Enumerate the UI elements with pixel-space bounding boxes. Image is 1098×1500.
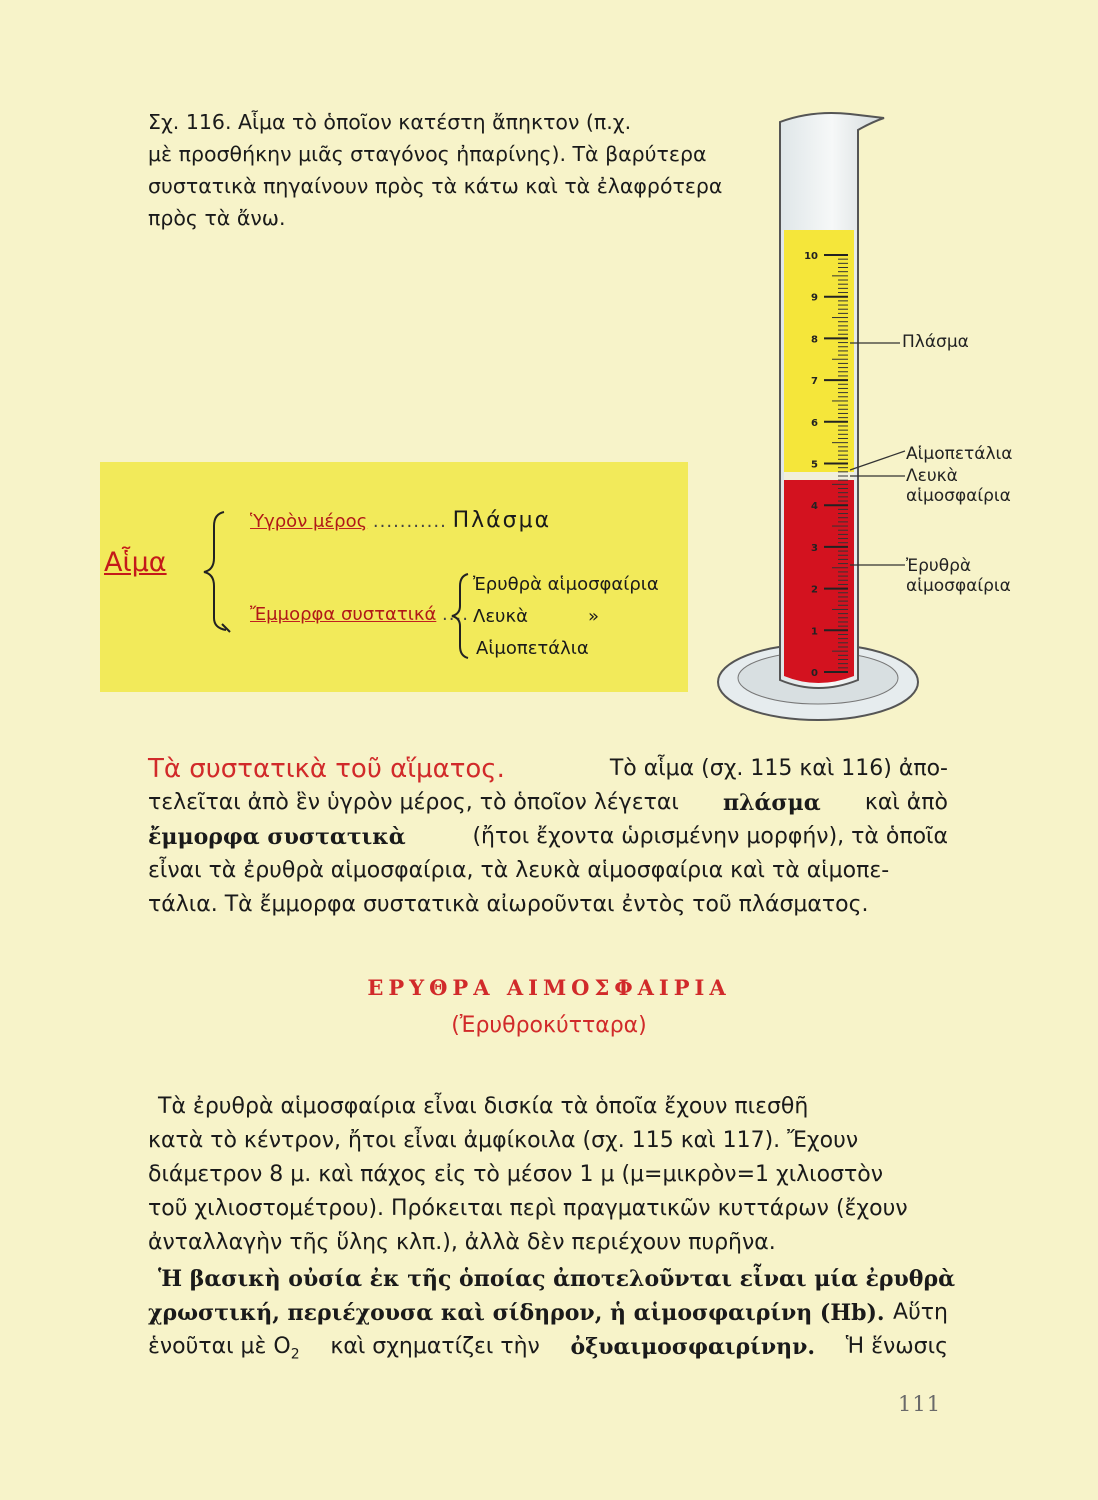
schema-root-label: Αἷμα bbox=[104, 547, 167, 578]
scale-label: 10 bbox=[804, 251, 818, 262]
ditto-mark: » bbox=[588, 606, 600, 627]
text-span: καὶ σχηματίζει τὴν bbox=[330, 1334, 540, 1359]
text-span: Ἡ ἕνωσις bbox=[845, 1334, 948, 1359]
scale-label: 4 bbox=[811, 501, 818, 513]
text-span: εἶναι τὰ ἐρυθρὰ αἱμοσφαίρια, τὰ λευκὰ αἱμοσφαίρια καὶ τὰ αἱμοπε- bbox=[148, 858, 890, 883]
red-cells-layer bbox=[784, 480, 854, 683]
text-line bbox=[148, 1124, 948, 1158]
formed-elements-label: Ἔμμορφα συστατικά bbox=[250, 604, 437, 625]
leader-dots: .... bbox=[442, 604, 469, 625]
text-line bbox=[148, 1158, 948, 1192]
graduated-cylinder-illustration bbox=[700, 100, 940, 740]
text-span: Αὕτη bbox=[893, 1300, 948, 1325]
scale-label: 0 bbox=[811, 668, 818, 679]
scale-label: 7 bbox=[811, 376, 818, 388]
scale-label: 2 bbox=[811, 584, 818, 596]
paragraph-red-cells bbox=[148, 1090, 948, 1260]
text-line bbox=[148, 1330, 948, 1371]
cylinder-label-red-1: Ἐρυθρὰ bbox=[906, 556, 972, 576]
schema-formed-row bbox=[250, 604, 469, 625]
subscript: 2 bbox=[290, 1346, 300, 1363]
schema-item-red-cells: Ἐρυθρὰ αἱμοσφαίρια bbox=[473, 574, 659, 595]
scale-label: 6 bbox=[811, 417, 818, 429]
section-title: ΕΡΥΘΡΑ ΑΙΜΟΣΦΑΙΡΙΑ bbox=[367, 975, 731, 1000]
schema-item-white-cells: Λευκὰ bbox=[473, 606, 528, 627]
text-line bbox=[148, 820, 948, 854]
paragraph-hemoglobin bbox=[148, 1262, 956, 1371]
text-line bbox=[148, 786, 948, 820]
caption-line: πρὸς τὰ ἄνω. bbox=[148, 206, 286, 230]
text-span: (ἤτοι ἔχοντα ὡρισμένην μορφήν), τὰ ὁποῖα bbox=[472, 824, 948, 849]
text-span: τάλια. Τὰ ἔμμορφα συστατικὰ αἰωροῦνται ἐντὸς τοῦ πλάσματος. bbox=[148, 892, 869, 917]
schema-brace-small bbox=[446, 568, 476, 664]
text-line bbox=[148, 1262, 956, 1296]
term-formed-elements: ἔμμορφα συστατικὰ bbox=[148, 824, 406, 850]
schema-item-platelets: Αἱμοπετάλια bbox=[476, 638, 589, 659]
text-line bbox=[148, 1090, 948, 1124]
text-span: Τὰ ἐρυθρὰ αἱμοσφαίρια εἶναι δισκία τὰ ὁποῖα ἔχουν πιεσθῆ bbox=[158, 1094, 809, 1119]
text-line bbox=[148, 854, 948, 888]
cylinder-label-platelets: Αἱμοπετάλια bbox=[906, 444, 1013, 464]
plasma-label: Πλάσμα bbox=[452, 508, 552, 533]
paragraph-blood-components bbox=[148, 752, 948, 922]
text-span: τοῦ χιλιοστομέτρου). Πρόκειται περὶ πραγματικῶν κυττάρων (ἔχουν bbox=[148, 1196, 908, 1221]
cylinder-label-plasma: Πλάσμα bbox=[902, 332, 969, 352]
text-span: τελεῖται ἀπὸ ἓν ὑγρὸν μέρος, τὸ ὁποῖον λέγεται bbox=[148, 790, 679, 815]
liquid-part-label: Ὑγρὸν μέρος bbox=[250, 511, 368, 532]
cylinder-label-red-2: αἱμοσφαίρια bbox=[906, 576, 1011, 596]
text-line bbox=[148, 1296, 948, 1330]
schema-liquid-row bbox=[250, 508, 551, 533]
term-plasma: πλάσμα bbox=[722, 790, 821, 816]
scale-label: 1 bbox=[811, 626, 818, 638]
scale-label: 5 bbox=[811, 459, 818, 471]
caption-line: συστατικὰ πηγαίνουν πρὸς τὰ κάτω καὶ τὰ ἐλαφρότερα bbox=[148, 174, 723, 198]
text-line bbox=[148, 888, 948, 922]
scale-label: 8 bbox=[811, 334, 818, 346]
text-span: ἀνταλλαγὴν τῆς ὕλης κλπ.), ἀλλὰ δὲν περιέχουν πυρῆνα. bbox=[148, 1230, 776, 1255]
bold-text: χρωστική, περιέχουσα καὶ σίδηρον, ἡ αἱμοσφαιρίνη (Hb). bbox=[148, 1300, 885, 1326]
cylinder-label-white-1: Λευκὰ bbox=[906, 466, 958, 486]
text-span: διάμετρον 8 μ. καὶ πάχος εἰς τὸ μέσον 1 μ (μ=μικρὸν=1 χιλιοστὸν bbox=[148, 1162, 884, 1187]
caption-line: Σχ. 116. Αἷμα τὸ ὁποῖον κατέστη ἄπηκτον (π.χ. bbox=[148, 110, 632, 134]
term-oxyhemoglobin: ὀξυαιμοσφαιρίνην. bbox=[570, 1334, 816, 1360]
scale-label: 3 bbox=[811, 542, 818, 554]
figure-caption bbox=[148, 106, 723, 234]
caption-line: μὲ προσθήκην μιᾶς σταγόνος ἠπαρίνης). Τὰ βαρύτερα bbox=[148, 142, 707, 166]
cylinder-label-white-2: αἱμοσφαίρια bbox=[906, 486, 1011, 506]
leader-dots: ........... bbox=[372, 511, 447, 532]
text-span: καὶ ἀπὸ bbox=[864, 790, 948, 815]
page-number: 111 bbox=[898, 1392, 942, 1416]
text-span: κατὰ τὸ κέντρον, ἤτοι εἶναι ἀμφίκοιλα (σχ. 115 καὶ 117). Ἔχουν bbox=[148, 1128, 859, 1153]
text-line bbox=[148, 1192, 948, 1226]
scale-label: 9 bbox=[811, 292, 818, 304]
bold-text: Ἡ βασικὴ οὐσία ἐκ τῆς ὁποίας ἀποτελοῦνται εἶναι μία ἐρυθρὰ bbox=[158, 1266, 956, 1292]
paragraph-heading: Τὰ συστατικὰ τοῦ αἵματος. bbox=[148, 754, 505, 784]
text-line bbox=[148, 1226, 948, 1260]
text-span: ἑνοῦται μὲ $O_2$ bbox=[148, 1334, 300, 1363]
text-span: Τὸ αἷμα (σχ. 115 καὶ 116) ἀπο- bbox=[609, 756, 948, 781]
text-line bbox=[148, 752, 948, 786]
section-subtitle: (Ἐρυθροκύτταρα) bbox=[451, 1013, 647, 1038]
